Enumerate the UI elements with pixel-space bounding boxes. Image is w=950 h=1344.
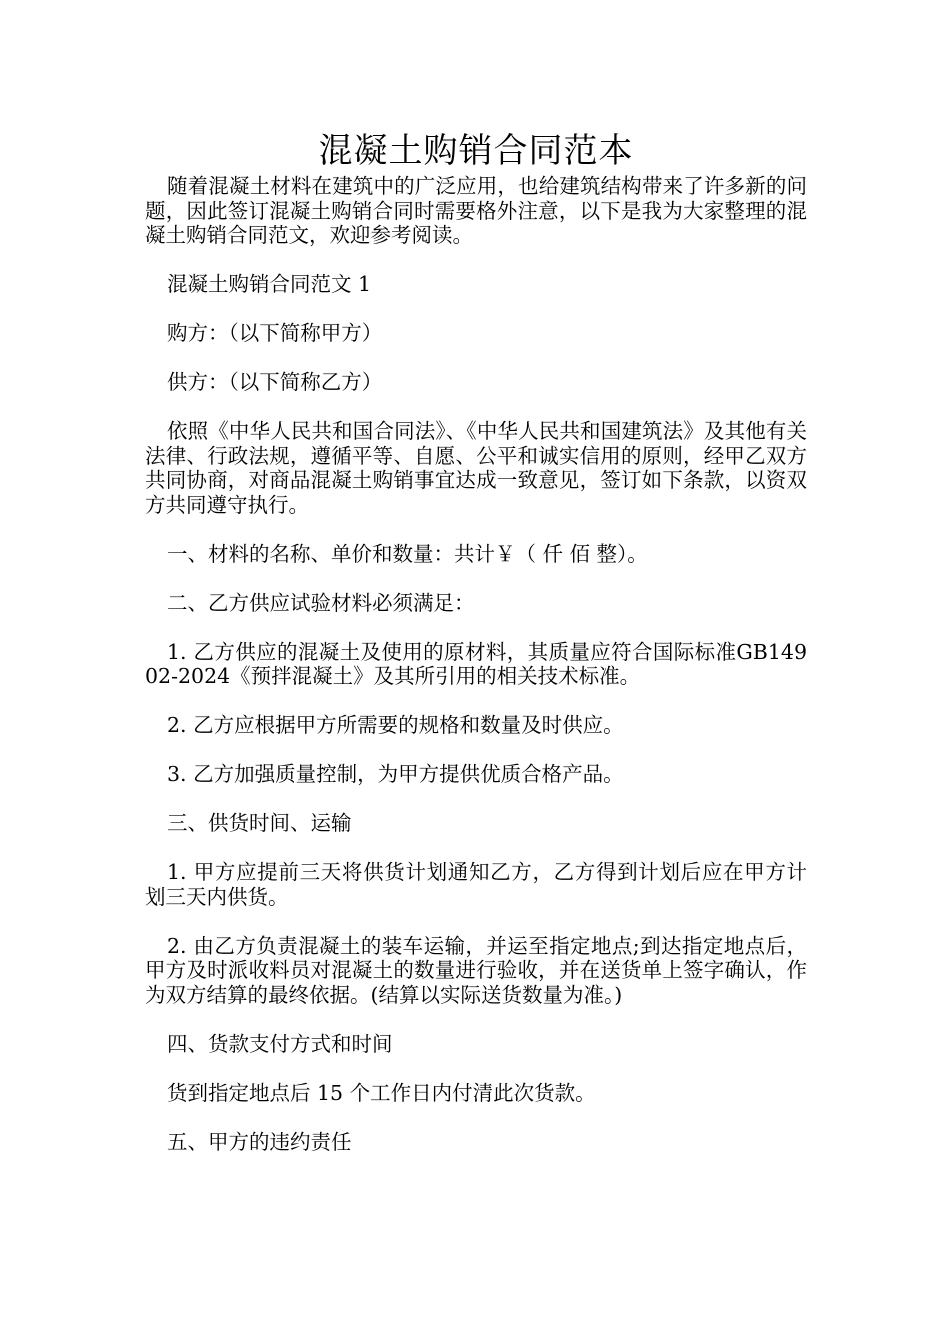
section-2-heading: 二、乙方供应试验材料必须满足： [167,590,475,615]
section-3-item-2: 2. 由乙方负责混凝土的装车运输，并运至指定地点;到达指定地点后，甲方及时派收料员对混凝土的数量进行验收，并在送货单上签字确认，作为双方结算的最终依据。(结算以实际送货数量为准。) [145,933,807,1007]
section-4-body: 货到指定地点后 15 个工作日内付清此次货款。 [167,1080,596,1105]
section-1-heading: 一、材料的名称、单价和数量：共计￥（ 仟 佰 整）。 [167,541,648,566]
buyer-line: 购方：（以下简称甲方） [167,321,383,345]
section-3-heading: 三、供货时间、运输 [167,811,352,835]
section-5-heading: 五、甲方的违约责任 [167,1129,352,1154]
section-3-item-1: 1. 甲方应提前三天将供货计划通知乙方，乙方得到计划后应在甲方计划三天内供货。 [145,860,807,909]
supplier-line: 供方：（以下简称乙方） [167,370,383,394]
section-2-item-1: 1. 乙方供应的混凝土及使用的原材料，其质量应符合国际标准GB14902-2024《预拌混凝土》及其所引用的相关技术标准。 [145,639,807,688]
legal-basis-paragraph: 依照《中华人民共和国合同法》、《中华人民共和国建筑法》及其他有关法律、行政法规，遵循平等、自愿、公平和诚实信用的原则，经甲乙双方共同协商，对商品混凝土购销事宜达成一致意见，签订如下条款，以资双方共同遵守执行。 [145,419,807,517]
intro-paragraph: 随着混凝土材料在建筑中的广泛应用，也给建筑结构带来了许多新的问题，因此签订混凝土购销合同时需要格外注意，以下是我为大家整理的混凝土购销合同范文，欢迎参考阅读。 [145,174,807,247]
section-4-heading: 四、货款支付方式和时间 [167,1031,393,1056]
sample-heading: 混凝土购销合同范文 1 [167,272,372,296]
section-2-item-2: 2. 乙方应根据甲方所需要的规格和数量及时供应。 [167,713,624,737]
document-title: 混凝土购销合同范本 [318,131,634,171]
document-body [145,132,807,1179]
section-2-item-3: 3. 乙方加强质量控制，为甲方提供优质合格产品。 [167,762,624,786]
